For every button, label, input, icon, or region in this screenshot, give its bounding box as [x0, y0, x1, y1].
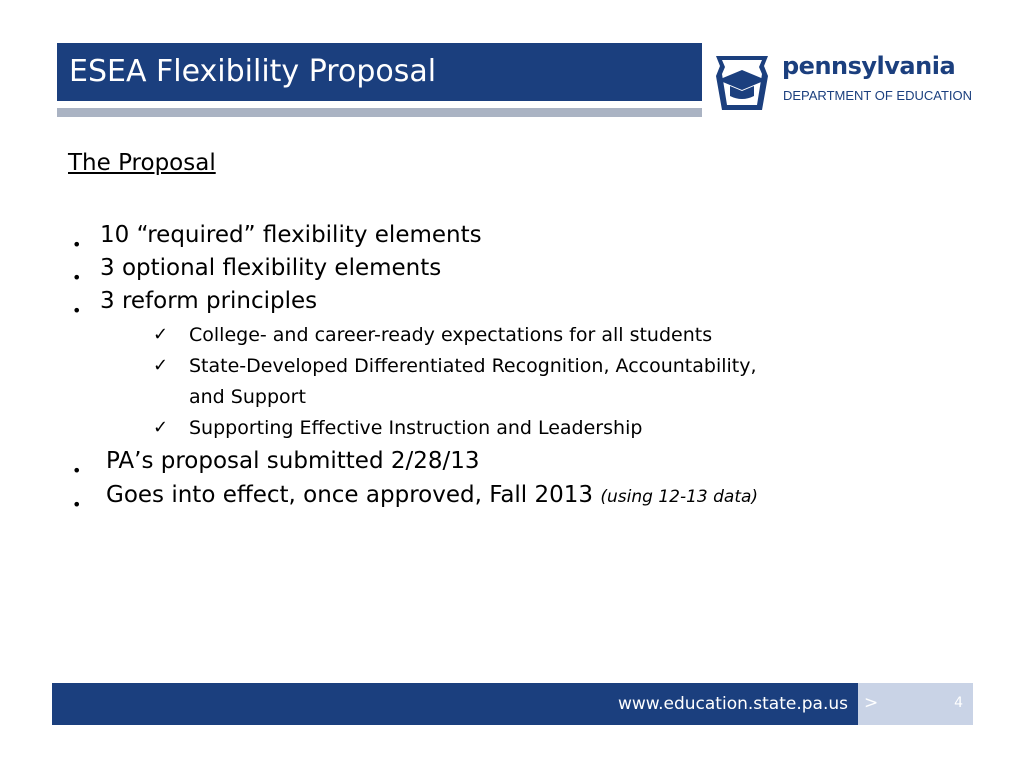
checkmark-icon: ✓: [153, 324, 169, 345]
checkmark-icon: ✓: [153, 417, 169, 438]
bullet-item: 3 optional flexibility elements: [100, 255, 442, 281]
page-number: 4: [954, 695, 963, 711]
footer-url-link[interactable]: www.education.state.pa.us: [617, 694, 848, 714]
principle-item: State-Developed Differentiated Recognition, Accountability,: [189, 355, 757, 377]
title-bar: [57, 43, 702, 101]
bullet-item-with-note: [106, 482, 758, 508]
pde-logo: [710, 46, 980, 116]
keystone-mortarboard-icon: [710, 50, 774, 114]
logo-wordmark: pennsylvania: [782, 52, 956, 80]
checkmark-icon: ✓: [153, 355, 169, 376]
bullet-item: PA’s proposal submitted 2/28/13: [106, 448, 480, 474]
bullet-item-text: Goes into effect, once approved, Fall 2013: [106, 482, 594, 508]
principle-item: College- and career-ready expectations for all students: [189, 324, 713, 346]
bullet-dot: •: [72, 268, 82, 287]
bullet-dot: •: [72, 495, 82, 514]
bullet-dot: •: [72, 461, 82, 480]
data-year-note: (using 12-13 data): [600, 487, 759, 507]
bullet-item: 10 “required” flexibility elements: [100, 222, 482, 248]
section-heading: The Proposal: [68, 150, 216, 176]
next-arrow-icon[interactable]: >: [864, 693, 879, 713]
principle-item-continued: and Support: [189, 386, 306, 408]
slide-title: ESEA Flexibility Proposal: [69, 54, 437, 89]
title-underline-rule: [57, 108, 702, 117]
logo-department: DEPARTMENT OF EDUCATION: [783, 88, 972, 103]
principle-item: Supporting Effective Instruction and Leadership: [189, 417, 643, 439]
bullet-dot: •: [72, 301, 82, 320]
footer-nav-box: [858, 683, 973, 725]
footer-bar: [52, 683, 858, 725]
bullet-item: 3 reform principles: [100, 288, 318, 314]
bullet-dot: •: [72, 235, 82, 254]
